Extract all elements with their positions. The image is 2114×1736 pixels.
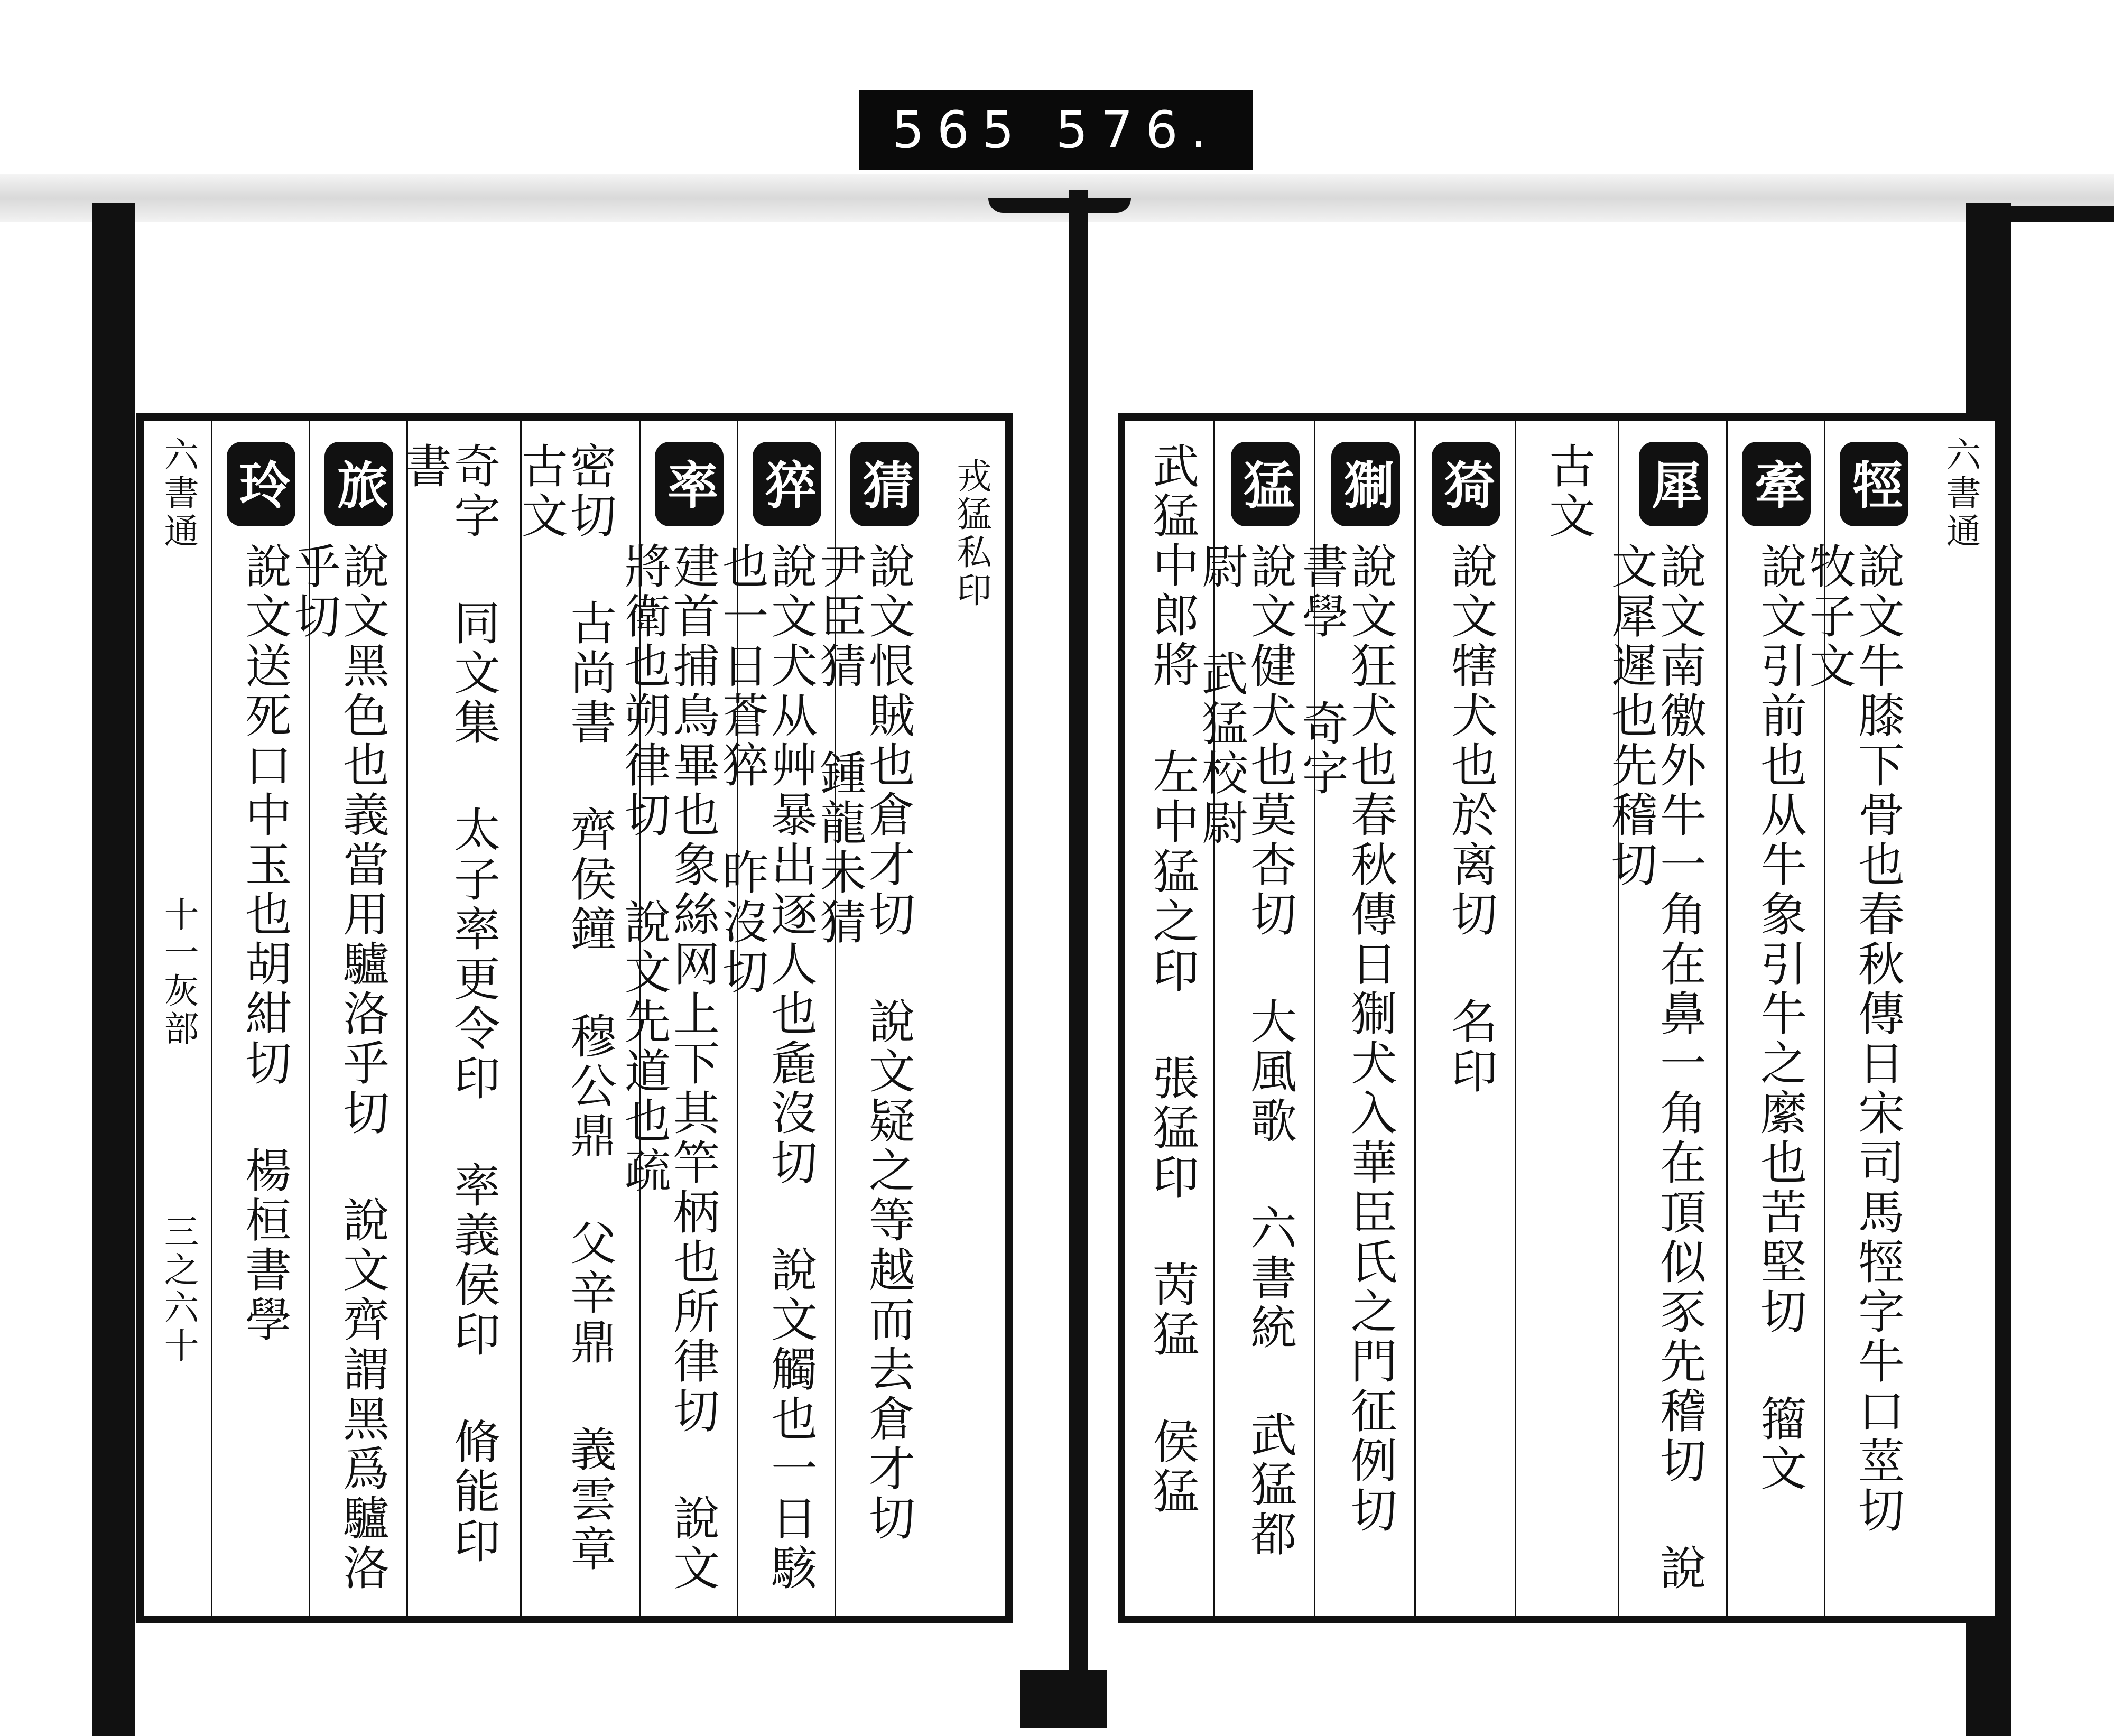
entry-badge: 牼 [1840, 442, 1908, 526]
column [397, 421, 522, 1616]
entry-badge: 率 [655, 442, 724, 526]
folio-number: 三之六十 [158, 1213, 199, 1366]
column-text: 密切 古尚書 齊侯鐘 穆公鼎 父辛鼎 義雲章 古文 [514, 442, 617, 1574]
book-title: 六書通 [158, 437, 199, 551]
entry-badge: 旅 [324, 442, 393, 526]
entry-badge: 玲 [227, 442, 295, 526]
page-margin [1923, 421, 1995, 1616]
book-title: 六書通 [1940, 437, 1981, 551]
column [1294, 421, 1416, 1616]
center-gutter-foot [1020, 1670, 1107, 1728]
section-label: 十一灰部 [158, 896, 199, 1048]
column-text: 說文恨賊也倉才切 說文疑之等越而去倉才切 尹臣猜 鍾龍未猜 [812, 542, 916, 1544]
entry-badge: 猝 [753, 442, 821, 526]
scan-number-label [859, 90, 1253, 170]
column [211, 421, 310, 1616]
column [812, 421, 934, 1616]
column [514, 421, 641, 1616]
column-text: 說文健犬也莫杏切 大風歌 六書統 武猛都尉 武猛校尉 [1194, 542, 1297, 1559]
scan-number-text: 565 576. [892, 100, 1220, 160]
column [1124, 421, 1215, 1616]
column [1726, 421, 1825, 1616]
center-gutter [1069, 190, 1088, 1686]
column-text: 說文引前也从牛象引牛之縻也苦堅切 籀文 [1753, 542, 1807, 1494]
column-text: 說文犗犬也於离切 名印 [1444, 542, 1498, 1097]
column-text: 說文牛膝下骨也春秋傳日宋司馬牼字牛口莖切 牧子文 [1802, 542, 1905, 1536]
column-text: 建首捕鳥畢也象絲网上下其竿柄也所律切 說文將衛也朔律切 說文先道也疏 [617, 542, 720, 1593]
column-text: 奇字 同文集 太子率更令印 率義侯印 脩能印書 [397, 442, 501, 1566]
column [1194, 421, 1315, 1616]
column [934, 421, 1005, 1616]
column-text: 說文黑色也義當用驢洛乎切 說文齊謂黑爲驢洛乎切 [286, 542, 390, 1593]
column [617, 421, 738, 1616]
column [1414, 421, 1516, 1616]
column-text: 說文南徼外牛一角在鼻一角在頂似豕先稽切 說文犀遲也先稽切 [1603, 542, 1707, 1593]
column-text: 說文犬从艸暴出逐人也麁沒切 說文觸也一日駭也一日蒼猝 昨沒切 [715, 542, 818, 1593]
entry-badge: 猛 [1231, 442, 1300, 526]
column [1603, 421, 1728, 1616]
entry-badge: 牽 [1742, 442, 1811, 526]
entry-badge: 猗 [1432, 442, 1500, 526]
column-text: 武猛中郎將 左中猛之印 張猛印 苪猛 侯猛 [1145, 442, 1200, 1517]
column-text: 戎猛私印 [951, 458, 991, 610]
left-spine [92, 203, 135, 1736]
entry-badge: 犀 [1639, 442, 1708, 526]
column-text: 古文 [1542, 442, 1596, 541]
left-page [136, 413, 1013, 1623]
entry-badge: 猘 [1331, 442, 1400, 526]
right-page [1118, 413, 2002, 1623]
entry-badge: 猜 [850, 442, 919, 526]
column [1802, 421, 1923, 1616]
column [286, 421, 408, 1616]
column-text: 說文狂犬也春秋傳日猘犬入華臣氏之門征例切 書學 奇字 [1294, 542, 1398, 1536]
center-gutter-cap [988, 198, 1131, 213]
page-margin [142, 421, 212, 1616]
column-text: 說文送死口中玉也胡紺切 楊桓書學 [238, 542, 292, 1345]
column [715, 421, 836, 1616]
column [1515, 421, 1619, 1616]
right-spine-cap [2008, 206, 2114, 222]
